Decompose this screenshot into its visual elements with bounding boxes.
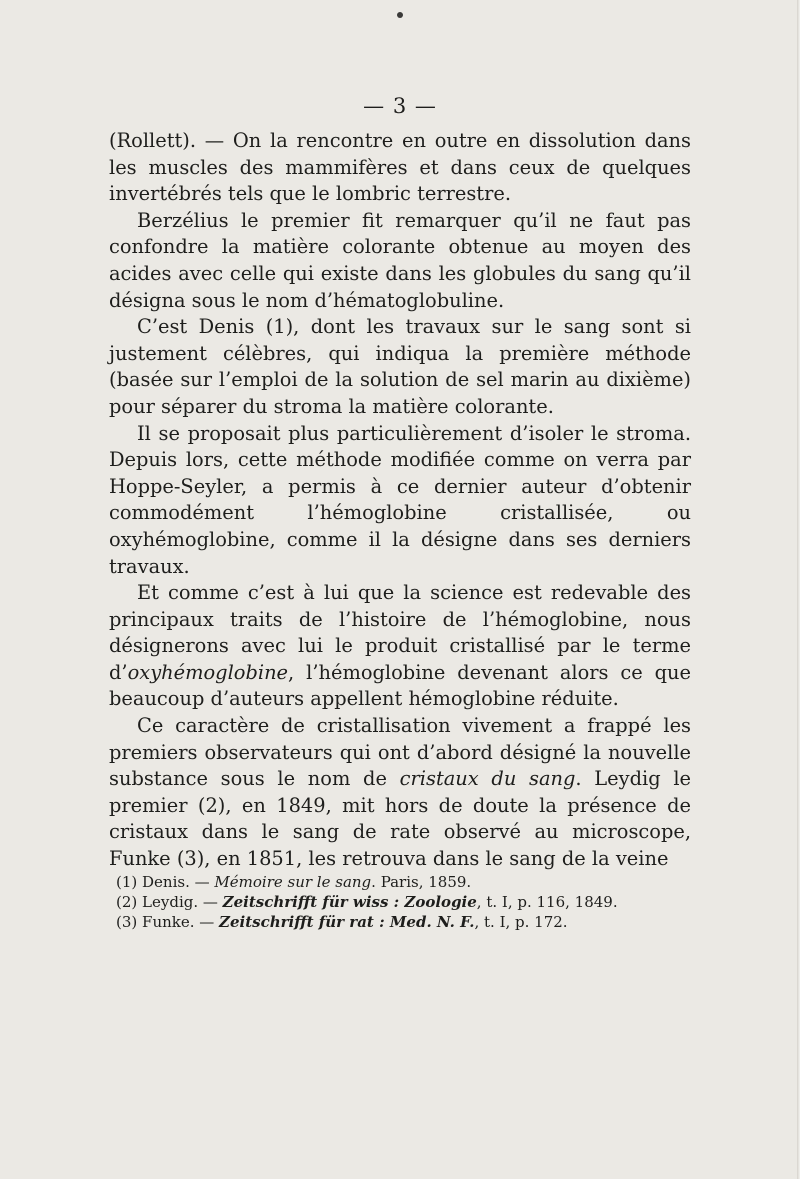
footnote-3 (116, 912, 686, 932)
footnote-author: Funke. (142, 913, 195, 931)
footnote-dash: — (198, 893, 223, 911)
term-cristaux-du-sang: cristaux du sang (399, 767, 576, 791)
paragraph-5-text-a: Et comme c’est à lui que la science est redevable des principaux traits de l’histoire de l’hémoglobine, nous désignerons avec lui le produit cristallisé par le terme d’ (109, 581, 691, 684)
footnote-2 (116, 892, 686, 912)
paragraph-3: C’est Denis (1), dont les travaux sur le sang sont si justement célèbres, qui indiqua la première méthode (basée sur l’emploi de la solution de sel marin au dixième) pour séparer du stroma la matière colorante. (109, 315, 691, 418)
footnote-dash: — (189, 873, 215, 891)
footnote-marker: (3) (116, 913, 138, 931)
page-number: — 3 — (363, 94, 437, 118)
paragraph-6 (109, 713, 691, 873)
footnote-1 (116, 872, 686, 892)
paragraph-2: Berzélius le premier fit remarquer qu’il ne faut pas confondre la matière colorante obtenue au moyen des acides avec celle qui existe dans les globules du sang qu’il désigna sous le nom d’hématoglobuline. (109, 208, 691, 312)
footnote-reference: . Paris, 1859. (371, 873, 472, 891)
term-oxyhemoglobine: oxyhémoglobine (127, 660, 289, 684)
paragraph-6-text-a: Ce caractère de cristallisation vivement a frappé les premiers observateurs qui ont d’abord désigné la nouvelle substance sous le nom de (109, 714, 691, 791)
ink-dot (397, 12, 403, 18)
footnote-reference: , t. I, p. 116, 1849. (476, 893, 618, 911)
footnote-author: Leydig. (142, 893, 199, 911)
footnote-reference: , t. I, p. 172. (474, 913, 568, 931)
footnote-title: Zeitschrifft für wiss : Zoologie (222, 893, 477, 911)
body-text (109, 128, 691, 873)
paragraph-6-text-b: . Leydig le premier (2), en 1849, mit hors de doute la présence de cristaux dans le sang de rate observé au microscope, Funke (3), en 1851, les retrouva dans le sang de la veine (109, 767, 691, 871)
paragraph-5 (109, 580, 691, 713)
paragraph-4: Il se proposait plus particulièrement d’isoler le stroma. Depuis lors, cette méthode modifiée comme on verra par Hoppe-Seyler, a permis à ce dernier auteur d’obtenir commodément l’hémoglobine cristallisée, ou oxyhémoglobine, comme il la désigne dans ses derniers travaux. (109, 421, 691, 578)
footnote-marker: (2) (116, 893, 138, 911)
footnote-dash: — (194, 913, 220, 931)
paragraph-5-text-b: , l’hémoglobine devenant alors ce que beaucoup d’auteurs appellent hémoglobine réduite. (109, 660, 691, 711)
footnote-title: Zeitschrifft für rat : Med. N. F. (219, 913, 475, 931)
footnote-title: Mémoire sur le sang (214, 873, 372, 891)
footnote-author: Denis. (142, 873, 190, 891)
footnote-marker: (1) (116, 873, 138, 891)
footnotes (116, 872, 686, 932)
paragraph-1: (Rollett). — On la rencontre en outre en dissolution dans les muscles des mammifères et dans ceux de quelques invertébrés tels que le lombric terrestre. (109, 129, 691, 206)
